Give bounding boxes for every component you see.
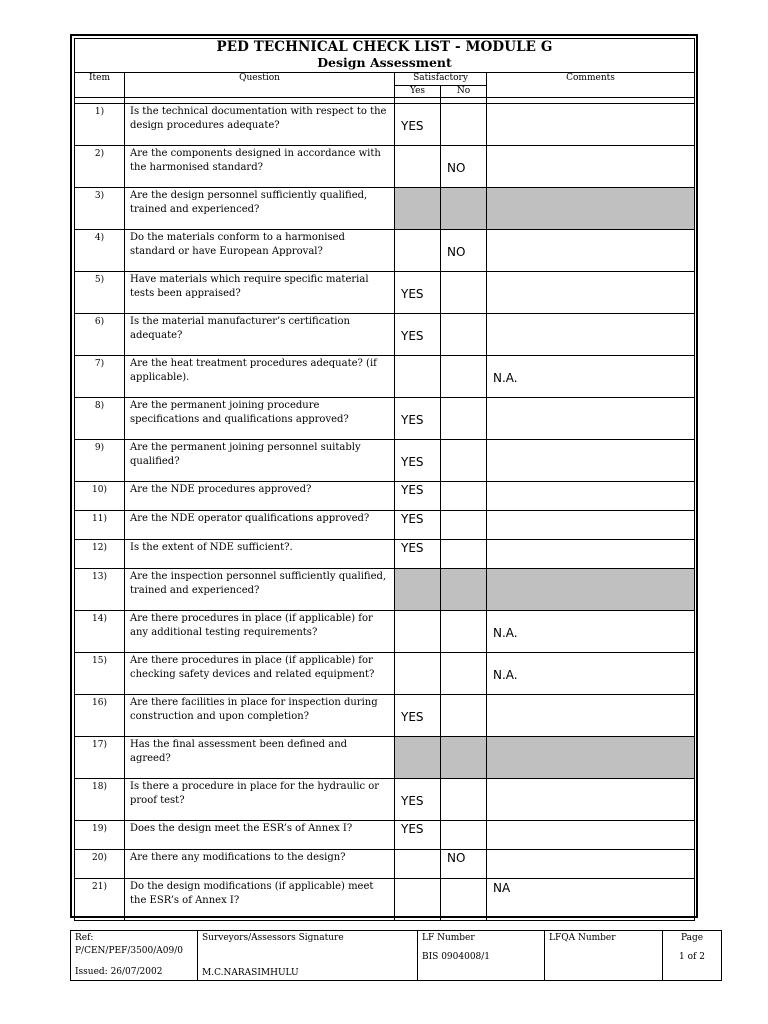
row-comment-cell: N.A. bbox=[487, 356, 695, 398]
row-question: Are there any modifications to the design? bbox=[125, 850, 395, 879]
row-comment-cell bbox=[487, 272, 695, 314]
row-question: Have materials which require specific material tests been appraised? bbox=[125, 272, 395, 314]
row-yes-cell: YES bbox=[395, 540, 441, 569]
row-yes-cell bbox=[395, 188, 441, 230]
row-no-cell bbox=[441, 272, 487, 314]
ref-label: Ref: bbox=[75, 933, 94, 943]
comments-column-header: Comments bbox=[487, 73, 695, 98]
row-comment-cell bbox=[487, 314, 695, 356]
row-no-cell bbox=[441, 188, 487, 230]
row-yes-cell: YES bbox=[395, 314, 441, 356]
checklist-row bbox=[75, 314, 695, 356]
row-yes-cell: YES bbox=[395, 821, 441, 850]
row-comment-cell bbox=[487, 737, 695, 779]
row-item-number: 17) bbox=[75, 737, 125, 779]
page-number: 1 of 2 bbox=[679, 952, 705, 962]
footer-signature-cell bbox=[198, 931, 418, 981]
row-no-cell bbox=[441, 440, 487, 482]
title-cell bbox=[75, 39, 695, 73]
satisfactory-column-header: Satisfactory bbox=[395, 73, 487, 86]
row-yes-cell: YES bbox=[395, 779, 441, 821]
document-title: PED TECHNICAL CHECK LIST - MODULE G bbox=[216, 39, 553, 55]
checklist-row bbox=[75, 356, 695, 398]
row-yes-cell bbox=[395, 737, 441, 779]
row-question: Is the technical documentation with respect to the design procedures adequate? bbox=[125, 104, 395, 146]
row-yes-cell: YES bbox=[395, 104, 441, 146]
row-item-number: 6) bbox=[75, 314, 125, 356]
row-question: Are there facilities in place for inspection during construction and upon completion? bbox=[125, 695, 395, 737]
row-item-number: 3) bbox=[75, 188, 125, 230]
row-yes-cell bbox=[395, 879, 441, 921]
row-question: Is the extent of NDE sufficient?. bbox=[125, 540, 395, 569]
row-question: Are the permanent joining personnel suitably qualified? bbox=[125, 440, 395, 482]
row-question: Is the material manufacturer’s certification adequate? bbox=[125, 314, 395, 356]
no-column-header: No bbox=[441, 86, 487, 98]
checklist-row bbox=[75, 850, 695, 879]
lf-number-value: BIS 0904008/1 bbox=[422, 952, 491, 962]
checklist-row bbox=[75, 611, 695, 653]
document-subtitle: Design Assessment bbox=[317, 55, 452, 70]
row-question: Are the NDE operator qualifications approved? bbox=[125, 511, 395, 540]
checklist-row bbox=[75, 511, 695, 540]
row-comment-cell bbox=[487, 188, 695, 230]
checklist-row bbox=[75, 146, 695, 188]
row-item-number: 5) bbox=[75, 272, 125, 314]
row-item-number: 2) bbox=[75, 146, 125, 188]
row-item-number: 1) bbox=[75, 104, 125, 146]
row-comment-cell bbox=[487, 440, 695, 482]
checklist-row bbox=[75, 440, 695, 482]
row-no-cell bbox=[441, 314, 487, 356]
row-yes-cell: YES bbox=[395, 440, 441, 482]
row-comment-cell: N.A. bbox=[487, 653, 695, 695]
row-question: Do the materials conform to a harmonised standard or have European Approval? bbox=[125, 230, 395, 272]
row-no-cell bbox=[441, 737, 487, 779]
row-no-cell bbox=[441, 540, 487, 569]
row-comment-cell bbox=[487, 569, 695, 611]
row-item-number: 16) bbox=[75, 695, 125, 737]
row-comment-cell bbox=[487, 779, 695, 821]
checklist-row bbox=[75, 104, 695, 146]
checklist-row bbox=[75, 737, 695, 779]
row-question: Are there procedures in place (if applicable) for checking safety devices and related equipment? bbox=[125, 653, 395, 695]
row-comment-cell: NA bbox=[487, 879, 695, 921]
checklist-row bbox=[75, 653, 695, 695]
row-comment-cell bbox=[487, 850, 695, 879]
row-item-number: 12) bbox=[75, 540, 125, 569]
row-no-cell: NO bbox=[441, 230, 487, 272]
row-yes-cell bbox=[395, 146, 441, 188]
row-question: Are the inspection personnel sufficiently qualified, trained and experienced? bbox=[125, 569, 395, 611]
row-question: Are there procedures in place (if applicable) for any additional testing requirements? bbox=[125, 611, 395, 653]
item-column-header: Item bbox=[75, 73, 125, 98]
footer-row bbox=[71, 931, 722, 981]
row-no-cell bbox=[441, 695, 487, 737]
row-question: Do the design modifications (if applicable) meet the ESR’s of Annex I? bbox=[125, 879, 395, 921]
checklist-row bbox=[75, 272, 695, 314]
row-no-cell bbox=[441, 511, 487, 540]
row-no-cell bbox=[441, 779, 487, 821]
footer-page-cell bbox=[663, 931, 722, 981]
row-comment-cell bbox=[487, 230, 695, 272]
row-item-number: 10) bbox=[75, 482, 125, 511]
row-item-number: 4) bbox=[75, 230, 125, 272]
row-yes-cell: YES bbox=[395, 695, 441, 737]
row-no-cell bbox=[441, 653, 487, 695]
footer-table bbox=[70, 930, 722, 981]
row-question: Is there a procedure in place for the hydraulic or proof test? bbox=[125, 779, 395, 821]
row-question: Are the permanent joining procedure specifications and qualifications approved? bbox=[125, 398, 395, 440]
row-yes-cell bbox=[395, 569, 441, 611]
row-no-cell: NO bbox=[441, 850, 487, 879]
row-comment-cell bbox=[487, 398, 695, 440]
row-item-number: 19) bbox=[75, 821, 125, 850]
row-item-number: 11) bbox=[75, 511, 125, 540]
row-question: Are the design personnel sufficiently qualified, trained and experienced? bbox=[125, 188, 395, 230]
checklist-row bbox=[75, 398, 695, 440]
row-yes-cell bbox=[395, 356, 441, 398]
checklist-row bbox=[75, 230, 695, 272]
row-item-number: 21) bbox=[75, 879, 125, 921]
row-yes-cell: YES bbox=[395, 398, 441, 440]
lfqa-number-label: LFQA Number bbox=[549, 933, 616, 943]
row-question: Are the heat treatment procedures adequate? (if applicable). bbox=[125, 356, 395, 398]
yes-column-header: Yes bbox=[395, 86, 441, 98]
row-comment-cell bbox=[487, 695, 695, 737]
checklist-row bbox=[75, 821, 695, 850]
row-yes-cell bbox=[395, 230, 441, 272]
row-comment-cell bbox=[487, 511, 695, 540]
checklist-row bbox=[75, 569, 695, 611]
checklist-row bbox=[75, 695, 695, 737]
row-comment-cell bbox=[487, 146, 695, 188]
row-item-number: 8) bbox=[75, 398, 125, 440]
row-comment-cell bbox=[487, 821, 695, 850]
row-question: Are the NDE procedures approved? bbox=[125, 482, 395, 511]
checklist-table bbox=[74, 38, 695, 921]
row-no-cell bbox=[441, 356, 487, 398]
row-question: Does the design meet the ESR’s of Annex I? bbox=[125, 821, 395, 850]
footer-lf-cell bbox=[418, 931, 545, 981]
ref-value: P/CEN/PEF/3500/A09/0 bbox=[75, 946, 183, 956]
row-item-number: 14) bbox=[75, 611, 125, 653]
row-yes-cell: YES bbox=[395, 272, 441, 314]
row-item-number: 15) bbox=[75, 653, 125, 695]
row-item-number: 9) bbox=[75, 440, 125, 482]
row-yes-cell: YES bbox=[395, 511, 441, 540]
row-no-cell bbox=[441, 398, 487, 440]
footer-ref-cell bbox=[71, 931, 198, 981]
checklist-row bbox=[75, 540, 695, 569]
column-header-row bbox=[75, 73, 695, 86]
row-yes-cell bbox=[395, 611, 441, 653]
row-no-cell bbox=[441, 821, 487, 850]
row-no-cell bbox=[441, 104, 487, 146]
row-item-number: 18) bbox=[75, 779, 125, 821]
checklist-row bbox=[75, 188, 695, 230]
page-label: Page bbox=[680, 933, 704, 943]
checklist-frame bbox=[70, 34, 698, 918]
row-question: Has the final assessment been defined and agreed? bbox=[125, 737, 395, 779]
row-no-cell bbox=[441, 569, 487, 611]
row-no-cell bbox=[441, 879, 487, 921]
checklist-row bbox=[75, 879, 695, 921]
row-comment-cell: N.A. bbox=[487, 611, 695, 653]
row-comment-cell bbox=[487, 482, 695, 511]
footer-lfqa-cell bbox=[545, 931, 663, 981]
checklist-row bbox=[75, 779, 695, 821]
row-question: Are the components designed in accordance with the harmonised standard? bbox=[125, 146, 395, 188]
row-yes-cell bbox=[395, 850, 441, 879]
row-item-number: 20) bbox=[75, 850, 125, 879]
signature-label: Surveyors/Assessors Signature bbox=[202, 933, 344, 943]
issued-date: Issued: 26/07/2002 bbox=[75, 967, 163, 977]
signature-value: M.C.NARASIMHULU bbox=[202, 968, 299, 978]
row-yes-cell bbox=[395, 653, 441, 695]
row-item-number: 7) bbox=[75, 356, 125, 398]
row-comment-cell bbox=[487, 540, 695, 569]
lf-number-label: LF Number bbox=[422, 933, 475, 943]
row-item-number: 13) bbox=[75, 569, 125, 611]
question-column-header: Question bbox=[125, 73, 395, 98]
row-no-cell bbox=[441, 482, 487, 511]
row-yes-cell: YES bbox=[395, 482, 441, 511]
checklist-row bbox=[75, 482, 695, 511]
title-row bbox=[75, 39, 695, 73]
row-no-cell: NO bbox=[441, 146, 487, 188]
row-no-cell bbox=[441, 611, 487, 653]
row-comment-cell bbox=[487, 104, 695, 146]
